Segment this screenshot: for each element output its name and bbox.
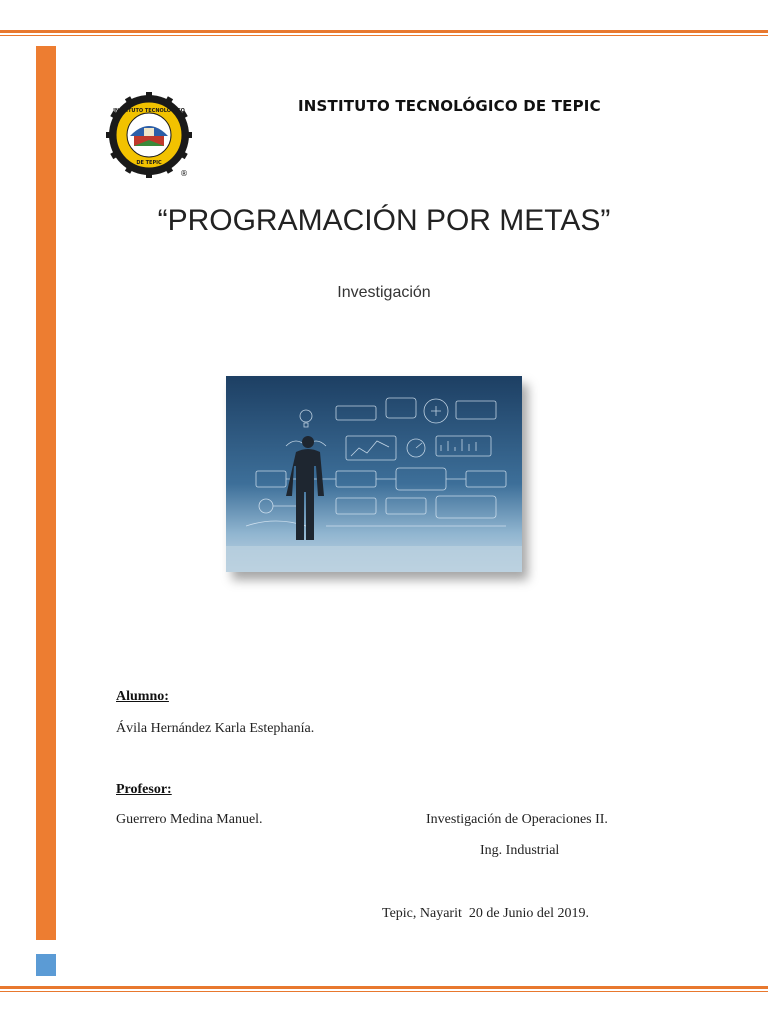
course-subject: Investigación de Operaciones II. — [426, 812, 608, 827]
cover-image-businessman-diagrams — [226, 376, 522, 572]
seal-text-top: INSTITUTO TECNOLÓGICO — [113, 108, 185, 114]
student-label: Alumno: — [116, 689, 169, 704]
seal-text-bottom: DE TEPIC — [136, 160, 162, 166]
professor-label: Profesor: — [116, 782, 172, 797]
seal-registered-mark: ® — [180, 169, 188, 178]
side-accent-square — [36, 954, 56, 976]
professor-name: Guerrero Medina Manuel. — [116, 812, 263, 827]
bottom-rule — [0, 986, 768, 992]
top-rule — [0, 30, 768, 36]
student-name: Ávila Hernández Karla Estephanía. — [116, 721, 315, 736]
course-career: Ing. Industrial — [480, 843, 560, 858]
institute-name: INSTITUTO TECNOLÓGICO DE TEPIC — [298, 97, 601, 115]
document-title: “PROGRAMACIÓN POR METAS” — [157, 204, 611, 237]
side-accent-bar — [36, 46, 56, 940]
place-date: Tepic, Nayarit 20 de Junio del 2019. — [382, 906, 590, 921]
document-subtitle: Investigación — [337, 284, 431, 301]
institute-seal-logo — [106, 92, 192, 178]
